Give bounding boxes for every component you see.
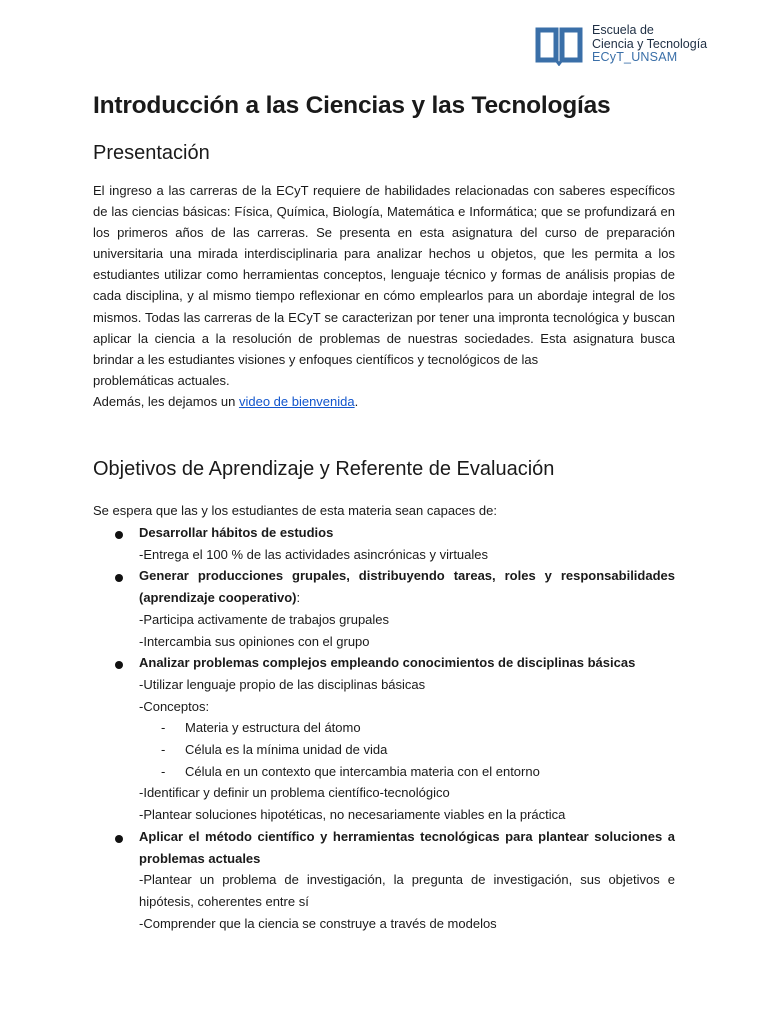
objective-item <box>93 652 675 826</box>
objective-item <box>93 565 675 652</box>
objective-title <box>139 826 675 869</box>
page-title: Introducción a las Ciencias y las Tecnologías <box>93 92 611 119</box>
concept-text: Materia y estructura del átomo <box>185 720 361 736</box>
objective-line: -Identificar y definir un problema científico-tecnológico <box>139 785 450 801</box>
welcome-prefix: Además, les dejamos un <box>93 393 239 409</box>
logo-line-2: Ciencia y Tecnología <box>592 36 708 51</box>
objective-line: -Plantear soluciones hipotéticas, no necesariamente viables en la práctica <box>139 807 566 823</box>
objective-line: -Entrega el 100 % de las actividades asincrónicas y virtuales <box>139 546 489 562</box>
welcome-line <box>93 391 675 412</box>
concept-item: - Célula es la mínima unidad de vida <box>161 742 388 758</box>
objective-title-text: Desarrollar hábitos de estudios <box>139 525 334 540</box>
presentation-body: El ingreso a las carreras de la ECyT requiere de habilidades relacionadas con saberes específicos de las ciencias básicas: Física, Química, Biología, Matemática e Informática; que se profundizará en los primeros años de las carreras. Se presenta en esta asignatura del curso de preparación universitaria una mirada interdisciplinaria para analizar hechos u objetos, que les permita a los estudiantes utilizar como herramientas conceptos, lenguaje técnico y formas de análisis propias de cada disciplina, y al mismo tiempo reflexionar en cómo emplearlos para un abordaje integral de los mismos. Todas las carreras de la ECyT se caracterizan por tener una impronta tecnológica y buscan aplicar la ciencia a la resolución de problemas de nuestras sociedades. Esta asignatura busca brindar a les estudiantes visiones y enfoques científicos y tecnológicos de las <box>93 183 675 367</box>
concept-text: Célula es la mínima unidad de vida <box>185 742 388 758</box>
presentation-paragraph <box>93 180 675 412</box>
objective-title <box>139 652 675 674</box>
objective-title-text: Aplicar el método científico y herramientas tecnológicas para plantear soluciones a problemas actuales <box>139 828 675 866</box>
objective-item <box>93 826 675 935</box>
objective-line: -Comprender que la ciencia se construye a través de modelos <box>139 915 497 931</box>
objective-line: -Participa activamente de trabajos grupales <box>139 611 390 627</box>
objectives-lead: Se espera que las y los estudiantes de esta materia sean capaces de: <box>93 503 497 518</box>
objective-line: -Utilizar lenguaje propio de las disciplinas básicas <box>139 676 426 692</box>
logo-text <box>592 24 707 65</box>
logo-line-3: ECyT_UNSAM <box>592 50 678 64</box>
bullet-icon <box>115 574 123 582</box>
logo-line-1: Escuela de <box>592 23 654 37</box>
bullet-icon <box>115 531 123 539</box>
presentation-body-last: problemáticas actuales. <box>93 372 230 388</box>
concept-item: - Materia y estructura del átomo <box>161 720 361 736</box>
welcome-suffix: . <box>354 393 359 409</box>
bullet-icon <box>115 835 123 843</box>
objective-title <box>139 565 675 608</box>
objective-title <box>139 522 675 544</box>
objective-line: -Conceptos: <box>139 698 210 714</box>
concept-item: - Célula en un contexto que intercambia materia con el entorno <box>161 763 540 779</box>
objectives-list <box>93 522 675 934</box>
objectives-heading: Objetivos de Aprendizaje y Referente de Evaluación <box>93 458 555 480</box>
welcome-video-link[interactable]: video de bienvenida <box>238 393 355 409</box>
book-logo-icon <box>534 24 584 66</box>
objective-line: -Plantear un problema de investigación, la pregunta de investigación, sus objetivos e hipótesis, coherentes entre sí <box>139 872 675 909</box>
presentation-heading: Presentación <box>93 142 210 164</box>
bullet-icon <box>115 661 123 669</box>
concept-text: Célula en un contexto que intercambia materia con el entorno <box>185 763 540 779</box>
objective-item <box>93 522 675 565</box>
school-logo <box>534 22 734 72</box>
objective-line: -Intercambia sus opiniones con el grupo <box>139 633 370 649</box>
objective-title-text: Analizar problemas complejos empleando conocimientos de disciplinas básicas <box>139 655 636 671</box>
objective-title-suffix: : <box>296 590 301 606</box>
objective-title-text: Generar producciones grupales, distribuyendo tareas, roles y responsabilidades (aprendizaje cooperativo) <box>139 568 675 606</box>
